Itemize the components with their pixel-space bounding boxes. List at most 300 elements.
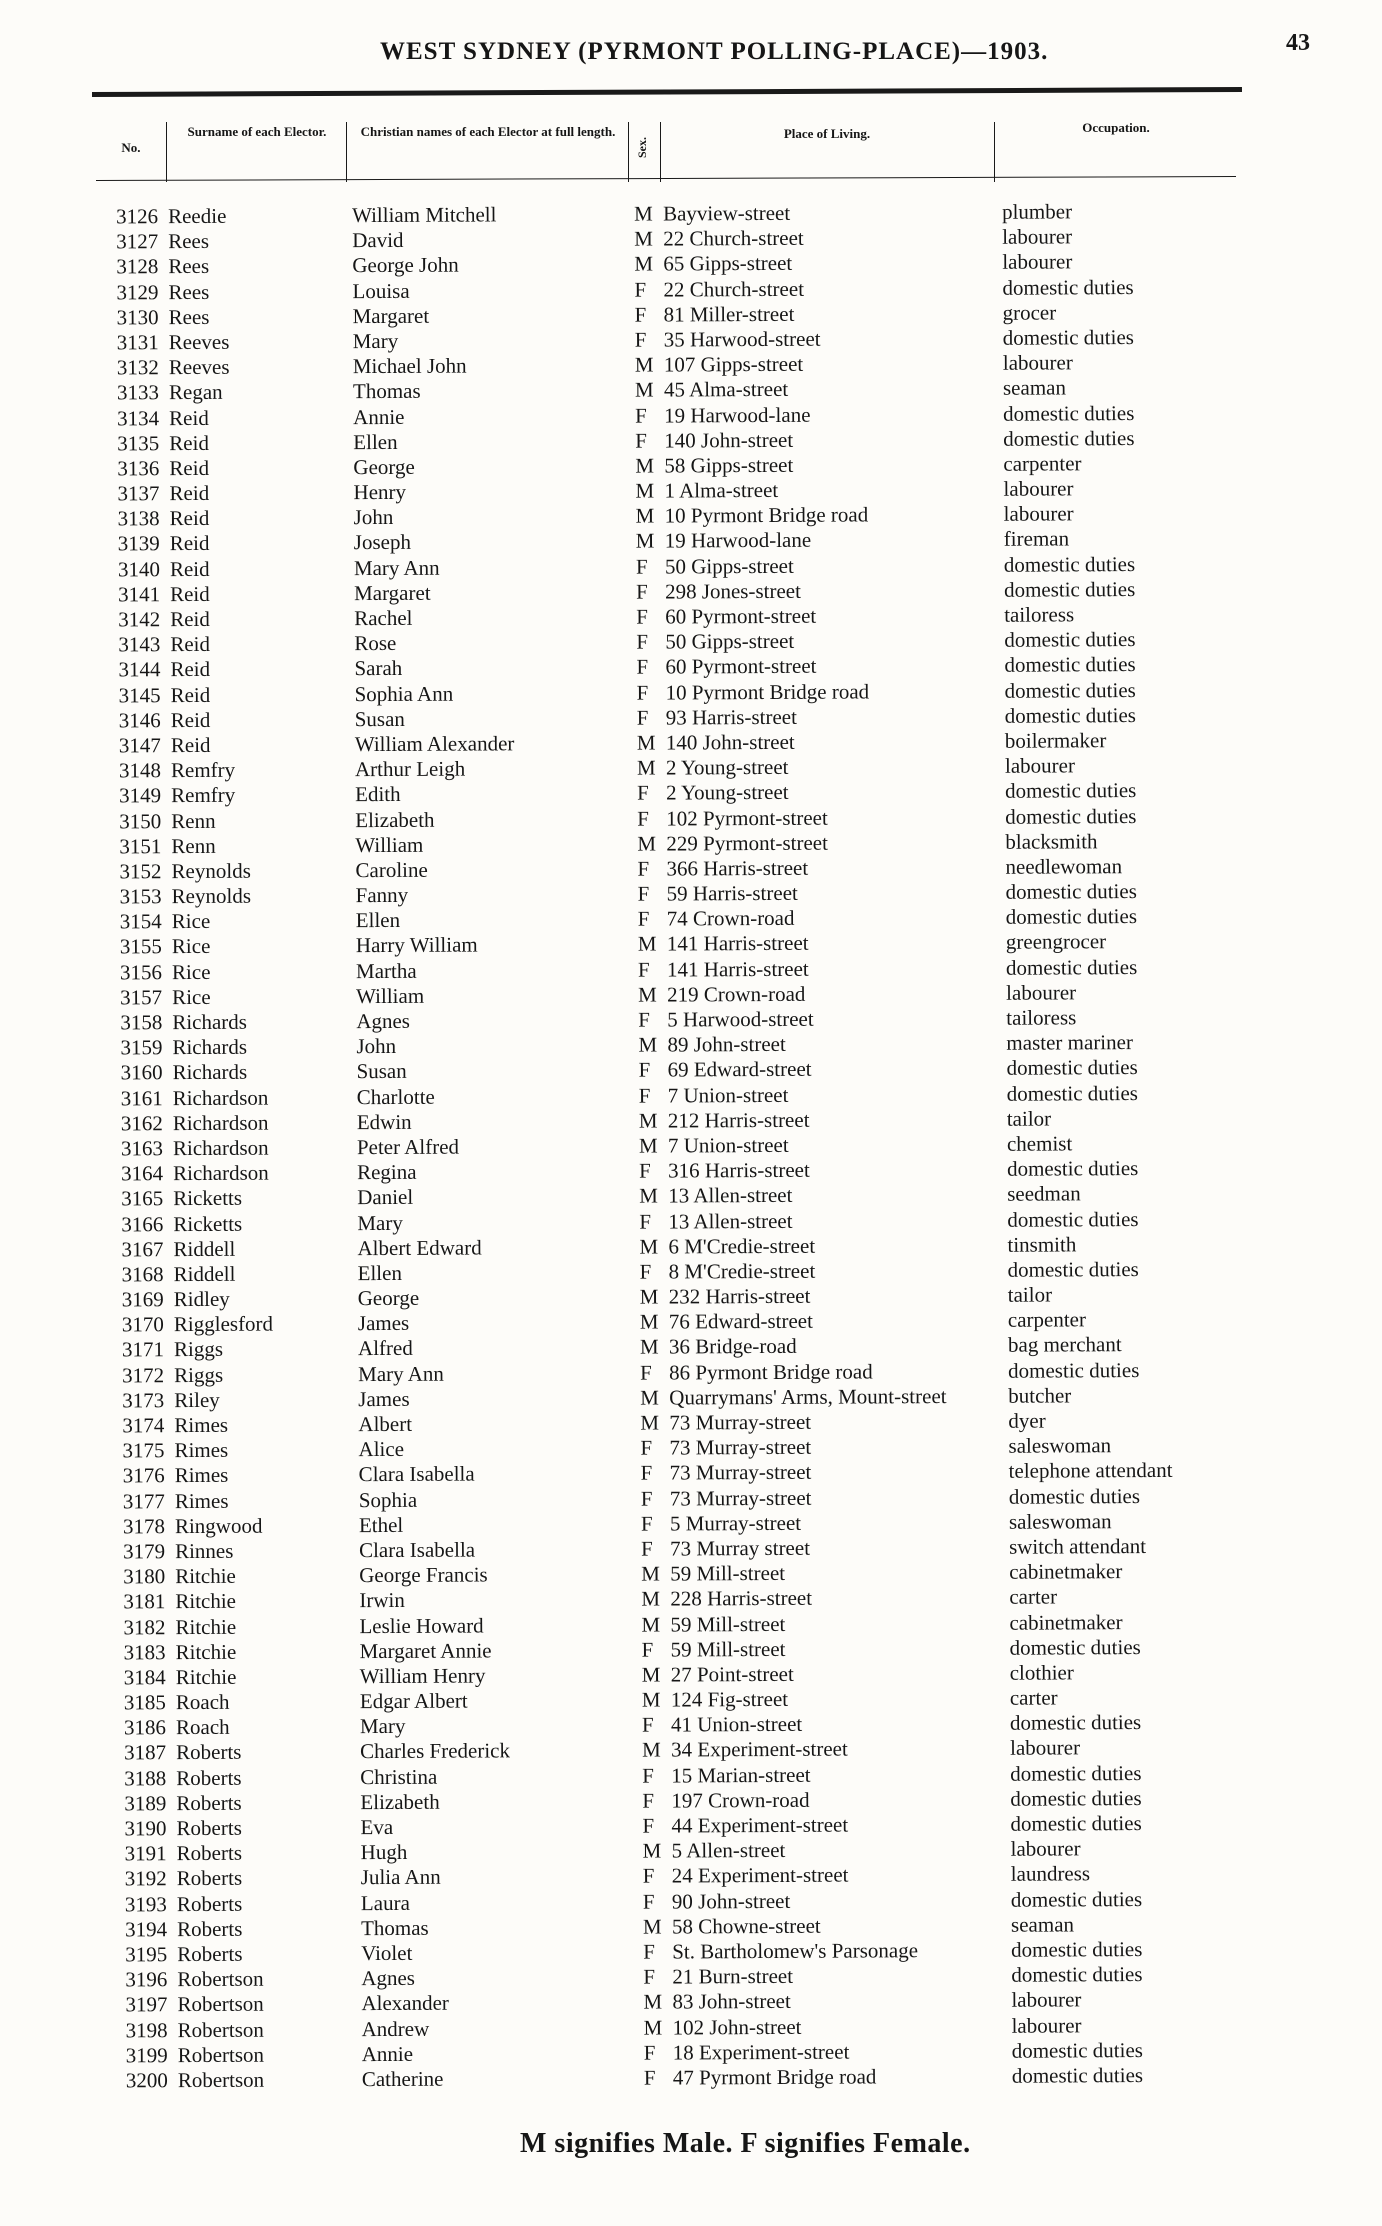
elector-number: 3199 [125,2042,168,2068]
elector-christian-names: Louisa [352,278,410,303]
elector-occupation: domestic duties [1003,400,1135,426]
elector-sex: F [640,1435,653,1460]
elector-sex: F [639,1209,652,1234]
elector-place-of-living: 22 Church-street [663,225,804,251]
footer-legend: M signifies Male. F signifies Female. [520,2128,971,2159]
elector-number: 3140 [117,556,160,582]
elector-surname: Roberts [176,1866,243,1891]
elector-surname: Roberts [176,1891,243,1916]
elector-christian-names: Arthur Leigh [354,756,466,782]
elector-place-of-living: 50 Gipps-street [665,629,795,654]
elector-place-of-living: 36 Bridge-road [668,1334,797,1359]
elector-occupation: labourer [1002,350,1073,375]
elector-sex: F [637,856,650,881]
elector-occupation: chemist [1006,1131,1073,1156]
elector-occupation: domestic duties [1004,702,1136,728]
elector-sex: F [636,680,649,705]
elector-christian-names: Martha [355,958,417,983]
elector-occupation: dyer [1008,1408,1046,1433]
elector-place-of-living: 47 Pyrmont Bridge road [672,2064,877,2090]
elector-number: 3193 [124,1891,167,1916]
elector-occupation: tailoress [1004,602,1075,627]
elector-occupation: saleswoman [1008,1508,1112,1534]
elector-sex: M [639,1309,659,1334]
elector-occupation: labourer [1002,224,1073,249]
elector-sex: F [640,1360,652,1385]
elector-place-of-living: 366 Harris-street [666,855,809,881]
elector-christian-names: Andrew [361,2016,430,2041]
header-rule-bottom [96,176,1236,181]
elector-number: 3163 [120,1136,164,1161]
elector-christian-names: George [353,454,415,480]
elector-place-of-living: 81 Miller-street [663,301,795,327]
elector-number: 3142 [118,607,161,632]
elector-occupation: domestic duties [1002,274,1134,300]
elector-place-of-living: 10 Pyrmont Bridge road [664,502,869,528]
elector-christian-names: Edgar Albert [359,1688,468,1714]
elector-sex: M [634,352,654,377]
elector-place-of-living: 102 Pyrmont-street [666,805,828,831]
elector-christian-names: Christina [360,1764,438,1789]
elector-occupation: labourer [1006,980,1077,1005]
elector-christian-names: Rachel [354,605,413,631]
elector-christian-names: Ellen [357,1260,402,1286]
elector-number: 3172 [122,1362,165,1388]
elector-surname: Reid [169,581,210,606]
elector-number: 3138 [117,506,160,531]
elector-place-of-living: 228 Harris-street [670,1586,813,1611]
elector-place-of-living: 229 Pyrmont-street [666,830,828,856]
elector-sex: F [642,1813,655,1838]
elector-christian-names: Michael John [352,353,467,379]
elector-number: 3187 [124,1740,167,1765]
elector-surname: Reid [170,657,211,682]
elector-place-of-living: 58 Chowne-street [671,1913,821,1939]
elector-place-of-living: 74 Crown-road [666,906,795,931]
elector-surname: Roach [175,1715,230,1740]
elector-surname: Robertson [177,2042,265,2067]
elector-surname: Riley [174,1387,220,1412]
elector-surname: Rimes [174,1488,229,1513]
elector-surname: Reid [170,707,211,732]
elector-number: 3167 [121,1236,164,1262]
elector-sex: M [635,529,655,554]
elector-christian-names: Laura [360,1890,410,1915]
elector-number: 3190 [124,1816,167,1841]
elector-surname: Reid [170,732,211,758]
elector-place-of-living: 73 Murray-street [669,1485,812,1511]
elector-number: 3141 [117,581,161,607]
elector-surname: Regan [168,380,223,405]
elector-number: 3178 [122,1513,165,1539]
elector-surname: Ritchie [175,1589,237,1614]
elector-christian-names: George Francis [359,1562,488,1588]
elector-christian-names: Clara Isabella [358,1537,476,1563]
elector-christian-names: Caroline [355,857,428,883]
elector-christian-names: Albert Edward [357,1235,482,1260]
elector-number: 3165 [121,1186,164,1211]
elector-number: 3200 [125,2068,168,2093]
elector-number: 3154 [119,909,162,934]
elector-occupation: domestic duties [1010,1785,1142,1811]
elector-sex: M [642,1914,662,1939]
elector-christian-names: Margaret [352,303,430,328]
elector-number: 3177 [122,1488,165,1513]
elector-occupation: labourer [1003,501,1074,526]
elector-christian-names: Susan [356,1059,407,1084]
elector-number: 3192 [124,1866,167,1891]
elector-place-of-living: 298 Jones-street [664,578,801,604]
elector-surname: Remfry [170,757,236,783]
elector-occupation: labourer [1011,2012,1082,2038]
elector-surname: Roberts [176,1765,242,1790]
elector-sex: M [636,730,656,755]
elector-number: 3134 [117,405,160,430]
elector-surname: Ritchie [175,1664,237,1689]
elector-place-of-living: 19 Harwood-lane [664,528,812,553]
elector-sex: F [634,327,647,352]
elector-occupation: domestic duties [1010,1760,1142,1786]
elector-surname: Rice [171,959,211,984]
elector-surname: Ritchie [175,1563,236,1589]
elector-sex: F [642,1788,655,1813]
elector-sex: F [635,428,647,453]
elector-christian-names: William Henry [359,1663,486,1689]
elector-place-of-living: 8 M'Credie-street [668,1258,816,1284]
elector-place-of-living: 102 John-street [672,2014,802,2040]
elector-number: 3161 [120,1085,163,1110]
elector-surname: Ricketts [173,1186,243,1211]
elector-place-of-living: 140 John-street [664,427,794,453]
elector-number: 3173 [122,1387,165,1413]
elector-place-of-living: 124 Fig-street [670,1686,789,1712]
elector-place-of-living: 83 John-street [672,1989,791,2014]
elector-christian-names: Rose [354,631,397,656]
elector-christian-names: Irwin [359,1588,405,1613]
header-place-of-living: Place of Living. [783,126,871,141]
elector-christian-names: James [358,1386,410,1411]
elector-surname: Roberts [176,1790,242,1815]
elector-sex: F [638,1083,651,1108]
elector-place-of-living: 59 Mill-street [670,1611,786,1637]
elector-sex: M [643,1989,663,2014]
elector-sex: M [642,1838,662,1863]
elector-place-of-living: 69 Edward-street [667,1057,812,1082]
elector-sex: F [640,1536,653,1561]
elector-number: 3152 [119,859,162,884]
elector-occupation: carter [1009,1685,1058,1710]
elector-place-of-living: 21 Burn-street [672,1963,794,1989]
elector-number: 3158 [120,1010,163,1035]
elector-list [0,198,1382,2094]
elector-christian-names: Annie [361,2041,414,2066]
elector-christian-names: Ellen [355,908,401,933]
elector-number: 3168 [121,1262,164,1287]
elector-occupation: domestic duties [1009,1634,1141,1660]
column-divider [346,122,347,182]
elector-place-of-living: 44 Experiment-street [671,1812,849,1838]
elector-sex: F [642,1889,655,1914]
elector-sex: F [637,881,650,906]
elector-number: 3143 [118,632,161,657]
elector-sex: F [643,1964,656,1989]
elector-number: 3144 [118,657,161,682]
elector-number: 3139 [117,531,160,556]
elector-surname: Reid [169,405,209,430]
elector-occupation: boilermaker [1004,728,1107,753]
elector-place-of-living: 13 Allen-street [668,1208,793,1234]
elector-christian-names: Edith [355,782,401,807]
elector-sex: F [642,1763,654,1788]
header-rule [92,87,1242,97]
elector-christian-names: Charles Frederick [360,1738,511,1764]
elector-christian-names: Regina [357,1159,417,1185]
elector-christian-names: Fanny [355,882,409,908]
elector-place-of-living: 27 Point-street [670,1661,794,1687]
elector-sex: M [642,1737,661,1763]
elector-sex: M [636,755,656,780]
elector-sex: F [640,1460,653,1486]
elector-occupation: butcher [1008,1383,1072,1408]
elector-surname: Renn [171,808,216,833]
elector-occupation: domestic duties [1002,325,1135,350]
elector-occupation: domestic duties [1008,1483,1141,1509]
elector-place-of-living: 219 Crown-road [667,981,806,1007]
elector-place-of-living: 18 Experiment-street [672,2039,850,2065]
elector-sex: M [641,1687,661,1712]
header-surname: Surname of each Elector. [187,124,327,139]
elector-christian-names: Elizabeth [360,1789,440,1814]
elector-number: 3191 [124,1841,167,1866]
elector-number: 3145 [118,682,161,707]
elector-christian-names: William Mitchell [351,202,497,228]
elector-occupation: domestic duties [1011,2037,1143,2063]
elector-occupation: domestic duties [1007,1256,1139,1282]
elector-occupation: domestic duties [1003,425,1135,451]
elector-place-of-living: 76 Edward-street [668,1309,813,1334]
elector-place-of-living: 59 Mill-street [670,1636,786,1662]
elector-sex: M [641,1662,661,1687]
elector-christian-names: Mary [357,1210,403,1235]
elector-occupation: labourer [1010,1735,1081,1761]
elector-christian-names: John [356,1034,397,1059]
elector-number: 3131 [116,330,159,355]
elector-sex: F [636,705,649,730]
elector-occupation: tailoress [1006,1005,1077,1030]
elector-christian-names: Catherine [361,2066,444,2092]
elector-sex: F [634,302,647,327]
elector-place-of-living: 89 John-street [667,1032,786,1057]
elector-sex: F [635,554,648,579]
elector-christian-names: Sophia Ann [354,681,454,706]
elector-surname: Reid [169,480,210,506]
elector-number: 3176 [122,1463,165,1488]
elector-sex: F [636,604,648,629]
elector-number: 3130 [116,304,159,330]
elector-sex: M [639,1183,658,1208]
elector-surname: Riddell [173,1236,236,1261]
elector-place-of-living: 2 Young-street [665,755,789,780]
elector-occupation: cabinetmaker [1009,1609,1123,1635]
elector-christian-names: John [353,505,394,530]
elector-place-of-living: 93 Harris-street [665,704,797,730]
elector-surname: Rice [171,934,211,959]
elector-surname: Reeves [168,329,230,355]
elector-christian-names: Agnes [356,1008,411,1034]
elector-christian-names: Alice [358,1437,405,1462]
elector-occupation: domestic duties [1007,1206,1139,1232]
elector-christian-names: Violet [361,1940,413,1966]
elector-occupation: tinsmith [1007,1232,1077,1257]
elector-surname: Reynolds [171,858,251,883]
elector-number: 3195 [125,1942,168,1967]
elector-sex: F [635,579,648,604]
elector-place-of-living: 34 Experiment-street [671,1737,848,1762]
elector-number: 3180 [123,1564,166,1589]
elector-surname: Reid [170,606,210,632]
elector-number: 3196 [125,1967,168,1992]
elector-sex: M [638,1032,658,1057]
elector-christian-names: Mary [359,1714,406,1739]
elector-place-of-living: 22 Church-street [663,276,805,302]
elector-sex: M [640,1410,660,1435]
elector-sex: F [643,2040,656,2065]
elector-number: 3162 [120,1110,163,1136]
elector-place-of-living: 59 Harris-street [666,880,798,906]
elector-sex: M [641,1561,660,1586]
elector-occupation: domestic duties [1005,778,1137,804]
elector-christian-names: Alfred [357,1336,413,1361]
elector-surname: Rimes [174,1438,229,1463]
elector-occupation: domestic duties [1005,904,1138,929]
elector-sex: F [638,1007,651,1032]
elector-occupation: carter [1009,1584,1058,1610]
elector-occupation: domestic duties [1005,879,1137,904]
elector-number: 3150 [119,808,162,833]
elector-sex: F [642,1863,655,1889]
elector-christian-names: Julia Ann [360,1865,441,1890]
elector-occupation: seaman [1010,1912,1075,1937]
elector-place-of-living: 60 Pyrmont-street [665,654,817,679]
elector-place-of-living: 232 Harris-street [668,1283,811,1309]
elector-place-of-living: 73 Murray-street [669,1409,812,1435]
elector-number: 3194 [124,1916,168,1942]
elector-surname: Rees [168,229,210,254]
elector-occupation: saleswoman [1008,1433,1112,1458]
elector-christian-names: Clara Isabella [358,1461,475,1487]
elector-sex: F [643,2065,656,2090]
elector-number: 3181 [123,1589,166,1614]
elector-sex: M [637,831,657,856]
elector-sex: M [635,503,655,528]
elector-number: 3184 [123,1665,166,1690]
elector-surname: Richardson [172,1135,269,1161]
elector-number: 3149 [119,783,162,808]
elector-place-of-living: 45 Alma-street [663,377,789,402]
elector-christian-names: Alexander [361,1990,449,2016]
column-divider [660,122,661,182]
elector-sex: M [643,2015,663,2040]
elector-number: 3188 [124,1765,167,1790]
elector-place-of-living: 1 Alma-street [664,477,779,503]
elector-sex: M [639,1234,659,1259]
elector-surname: Robertson [177,2017,264,2042]
elector-surname: Reynolds [171,883,252,909]
elector-place-of-living: 5 Murray-street [669,1510,802,1536]
elector-occupation: domestic duties [1004,677,1136,703]
elector-place-of-living: 316 Harris-street [668,1157,810,1183]
elector-surname: Richardson [172,1085,269,1110]
elector-christian-names: Mary Ann [358,1361,444,1386]
elector-christian-names: Ethel [358,1512,404,1537]
elector-place-of-living: 212 Harris-street [667,1107,810,1133]
elector-number: 3156 [119,959,163,985]
header-no: No. [121,140,141,155]
elector-occupation: blacksmith [1005,828,1098,854]
elector-occupation: domestic duties [1011,2062,1144,2088]
column-divider [628,122,629,182]
elector-christian-names: Leslie Howard [359,1612,484,1638]
elector-christian-names: Daniel [357,1185,414,1210]
elector-christian-names: James [357,1311,410,1336]
elector-occupation: labourer [1010,1836,1081,1861]
elector-surname: Roberts [176,1916,243,1941]
elector-occupation: domestic duties [1005,954,1138,980]
elector-place-of-living: 73 Murray-street [669,1434,812,1460]
elector-surname: Riddell [173,1261,236,1286]
elector-occupation: domestic duties [1005,803,1137,829]
elector-occupation: cabinetmaker [1009,1559,1123,1584]
elector-surname: Reid [169,531,210,556]
elector-occupation: plumber [1001,199,1073,224]
elector-occupation: grocer [1002,300,1057,325]
elector-surname: Roberts [176,1840,243,1866]
elector-surname: Roberts [176,1740,242,1765]
elector-place-of-living: 41 Union-street [670,1712,803,1737]
elector-surname: Rice [171,909,211,934]
elector-surname: Rees [168,279,210,304]
elector-number: 3135 [117,430,160,456]
column-divider [166,122,167,182]
elector-sex: M [637,932,657,957]
elector-place-of-living: 58 Gipps-street [664,452,794,478]
elector-christian-names: George John [352,252,459,278]
elector-place-of-living: 13 Allen-street [668,1183,793,1208]
elector-surname: Reid [170,682,211,707]
elector-occupation: tailor [1006,1106,1052,1131]
elector-occupation: labourer [1004,753,1075,778]
elector-sex: F [637,780,649,805]
elector-surname: Richardson [172,1110,269,1135]
elector-christian-names: Henry [353,479,407,505]
elector-sex: F [640,1486,653,1511]
elector-occupation: switch attendant [1008,1533,1147,1559]
elector-surname: Reid [169,556,210,581]
elector-occupation: tailor [1007,1282,1053,1307]
elector-number: 3136 [117,456,160,481]
elector-sex: M [634,251,654,277]
elector-christian-names: Charlotte [356,1084,435,1109]
elector-number: 3169 [121,1287,164,1312]
page-number: 43 [1286,30,1310,56]
elector-christian-names: David [352,228,404,253]
elector-occupation: fireman [1003,526,1070,552]
elector-place-of-living: 197 Crown-road [671,1787,810,1813]
elector-occupation: bag merchant [1007,1332,1122,1358]
elector-place-of-living: 5 Harwood-street [667,1006,814,1032]
elector-place-of-living: 140 John-street [665,729,795,755]
elector-number: 3129 [116,279,159,304]
